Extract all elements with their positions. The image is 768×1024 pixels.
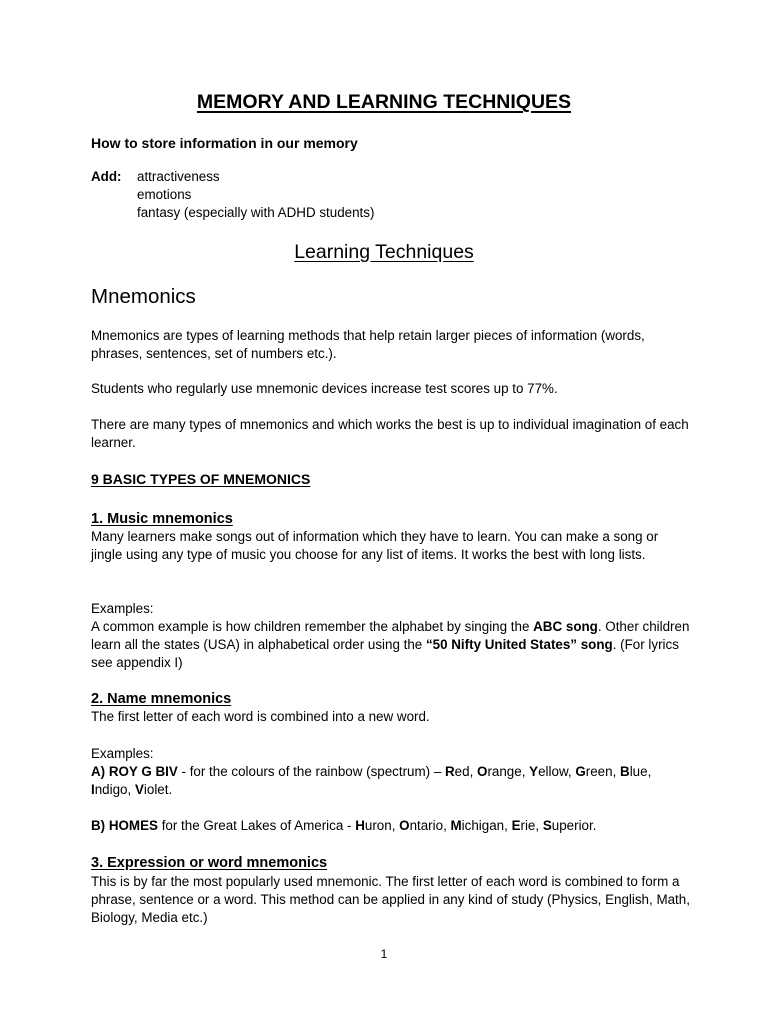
initial-letter: R	[445, 764, 455, 779]
word-rest: ndigo	[94, 782, 128, 797]
add-item: fantasy (especially with ADHD students)	[137, 205, 375, 220]
initial-letter: E	[511, 818, 521, 833]
word-rest: iolet	[143, 782, 169, 797]
great-lakes-list: Huron, Ontario, Michigan, Erie, Superior.	[355, 818, 597, 833]
word-rest: uperior	[551, 818, 593, 833]
name-examples-label: Examples:	[91, 746, 154, 761]
storage-subheading: How to store information in our memory	[91, 135, 358, 151]
initial-letter: Y	[529, 764, 539, 779]
name-example-b	[91, 817, 691, 835]
initial-letter: O	[399, 818, 410, 833]
name-mnemonics-description: The first letter of each word is combined into a new word.	[91, 709, 430, 724]
word-rest: ntario	[409, 818, 444, 833]
example-text: . Other children learn all the states (USA) in alphabetical order using the	[91, 619, 690, 652]
document-title: MEMORY AND LEARNING TECHNIQUES	[196, 91, 572, 113]
initial-letter: S	[542, 818, 552, 833]
music-examples-label: Examples:	[91, 601, 154, 616]
example-text: A common example is how children remember the alphabet by singing the	[91, 619, 534, 634]
intro-paragraph: Students who regularly use mnemonic devices increase test scores up to 77%.	[91, 381, 558, 396]
expression-mnemonics-heading: 3. Expression or word mnemonics	[91, 855, 328, 871]
name-mnemonics-heading: 2. Name mnemonics	[91, 691, 232, 707]
add-list	[137, 168, 374, 222]
word-rest: reen	[585, 764, 613, 779]
word-rest: ellow	[538, 764, 568, 779]
word-rest: uron	[364, 818, 392, 833]
initial-letter: I	[91, 782, 95, 797]
initial-letter: B	[620, 764, 630, 779]
example-text: for the Great Lakes of America -	[157, 818, 356, 833]
music-mnemonics-heading: 1. Music mnemonics	[91, 511, 233, 527]
word-rest: lue	[629, 764, 648, 779]
intro-paragraph: There are many types of mnemonics and which works the best is up to individual imagination of each learner.	[91, 417, 689, 450]
example-text: - for the colours of the rainbow (spectrum) –	[177, 764, 445, 779]
initial-letter: O	[477, 764, 488, 779]
add-item: attractiveness	[137, 169, 220, 184]
mnemonics-title: Mnemonics	[91, 285, 196, 308]
section-title: Learning Techniques	[294, 241, 474, 263]
roygbiv-label: A) ROY G BIV	[91, 764, 178, 779]
types-heading: 9 BASIC TYPES OF MNEMONICS	[91, 471, 311, 487]
abc-song-term: ABC song	[533, 619, 598, 634]
rainbow-colours-list: Red, Orange, Yellow, Green, Blue, Indigo, Violet.	[91, 764, 652, 797]
initial-letter: M	[450, 818, 462, 833]
word-rest: rie	[520, 818, 536, 833]
word-rest: ichigan	[461, 818, 505, 833]
expression-mnemonics-description: This is by far the most popularly used mnemonic. The first letter of each word is combined to form a phrase, sentence or a word. This method can be applied in any kind of study (Physics, English, Math, Biology, Media etc.)	[91, 874, 690, 925]
nifty-states-term: “50 Nifty United States” song	[425, 637, 613, 652]
initial-letter: G	[575, 764, 586, 779]
homes-label: B) HOMES	[91, 818, 158, 833]
initial-letter: V	[134, 782, 144, 797]
music-example	[91, 618, 691, 672]
intro-paragraph: Mnemonics are types of learning methods that help retain larger pieces of information (words, phrases, sentences, set of numbers etc.).	[91, 328, 645, 361]
music-mnemonics-description: Many learners make songs out of information which they have to learn. You can make a song or jingle using any type of music you choose for any list of items. It works the best with long lists.	[91, 529, 659, 562]
name-example-a	[91, 763, 691, 799]
word-rest: ed	[454, 764, 470, 779]
page-number: 1	[380, 947, 388, 961]
word-rest: range	[487, 764, 522, 779]
add-label: Add:	[91, 169, 122, 184]
example-text: . (For lyrics see appendix I)	[91, 637, 679, 670]
initial-letter: H	[355, 818, 365, 833]
add-item: emotions	[137, 187, 192, 202]
